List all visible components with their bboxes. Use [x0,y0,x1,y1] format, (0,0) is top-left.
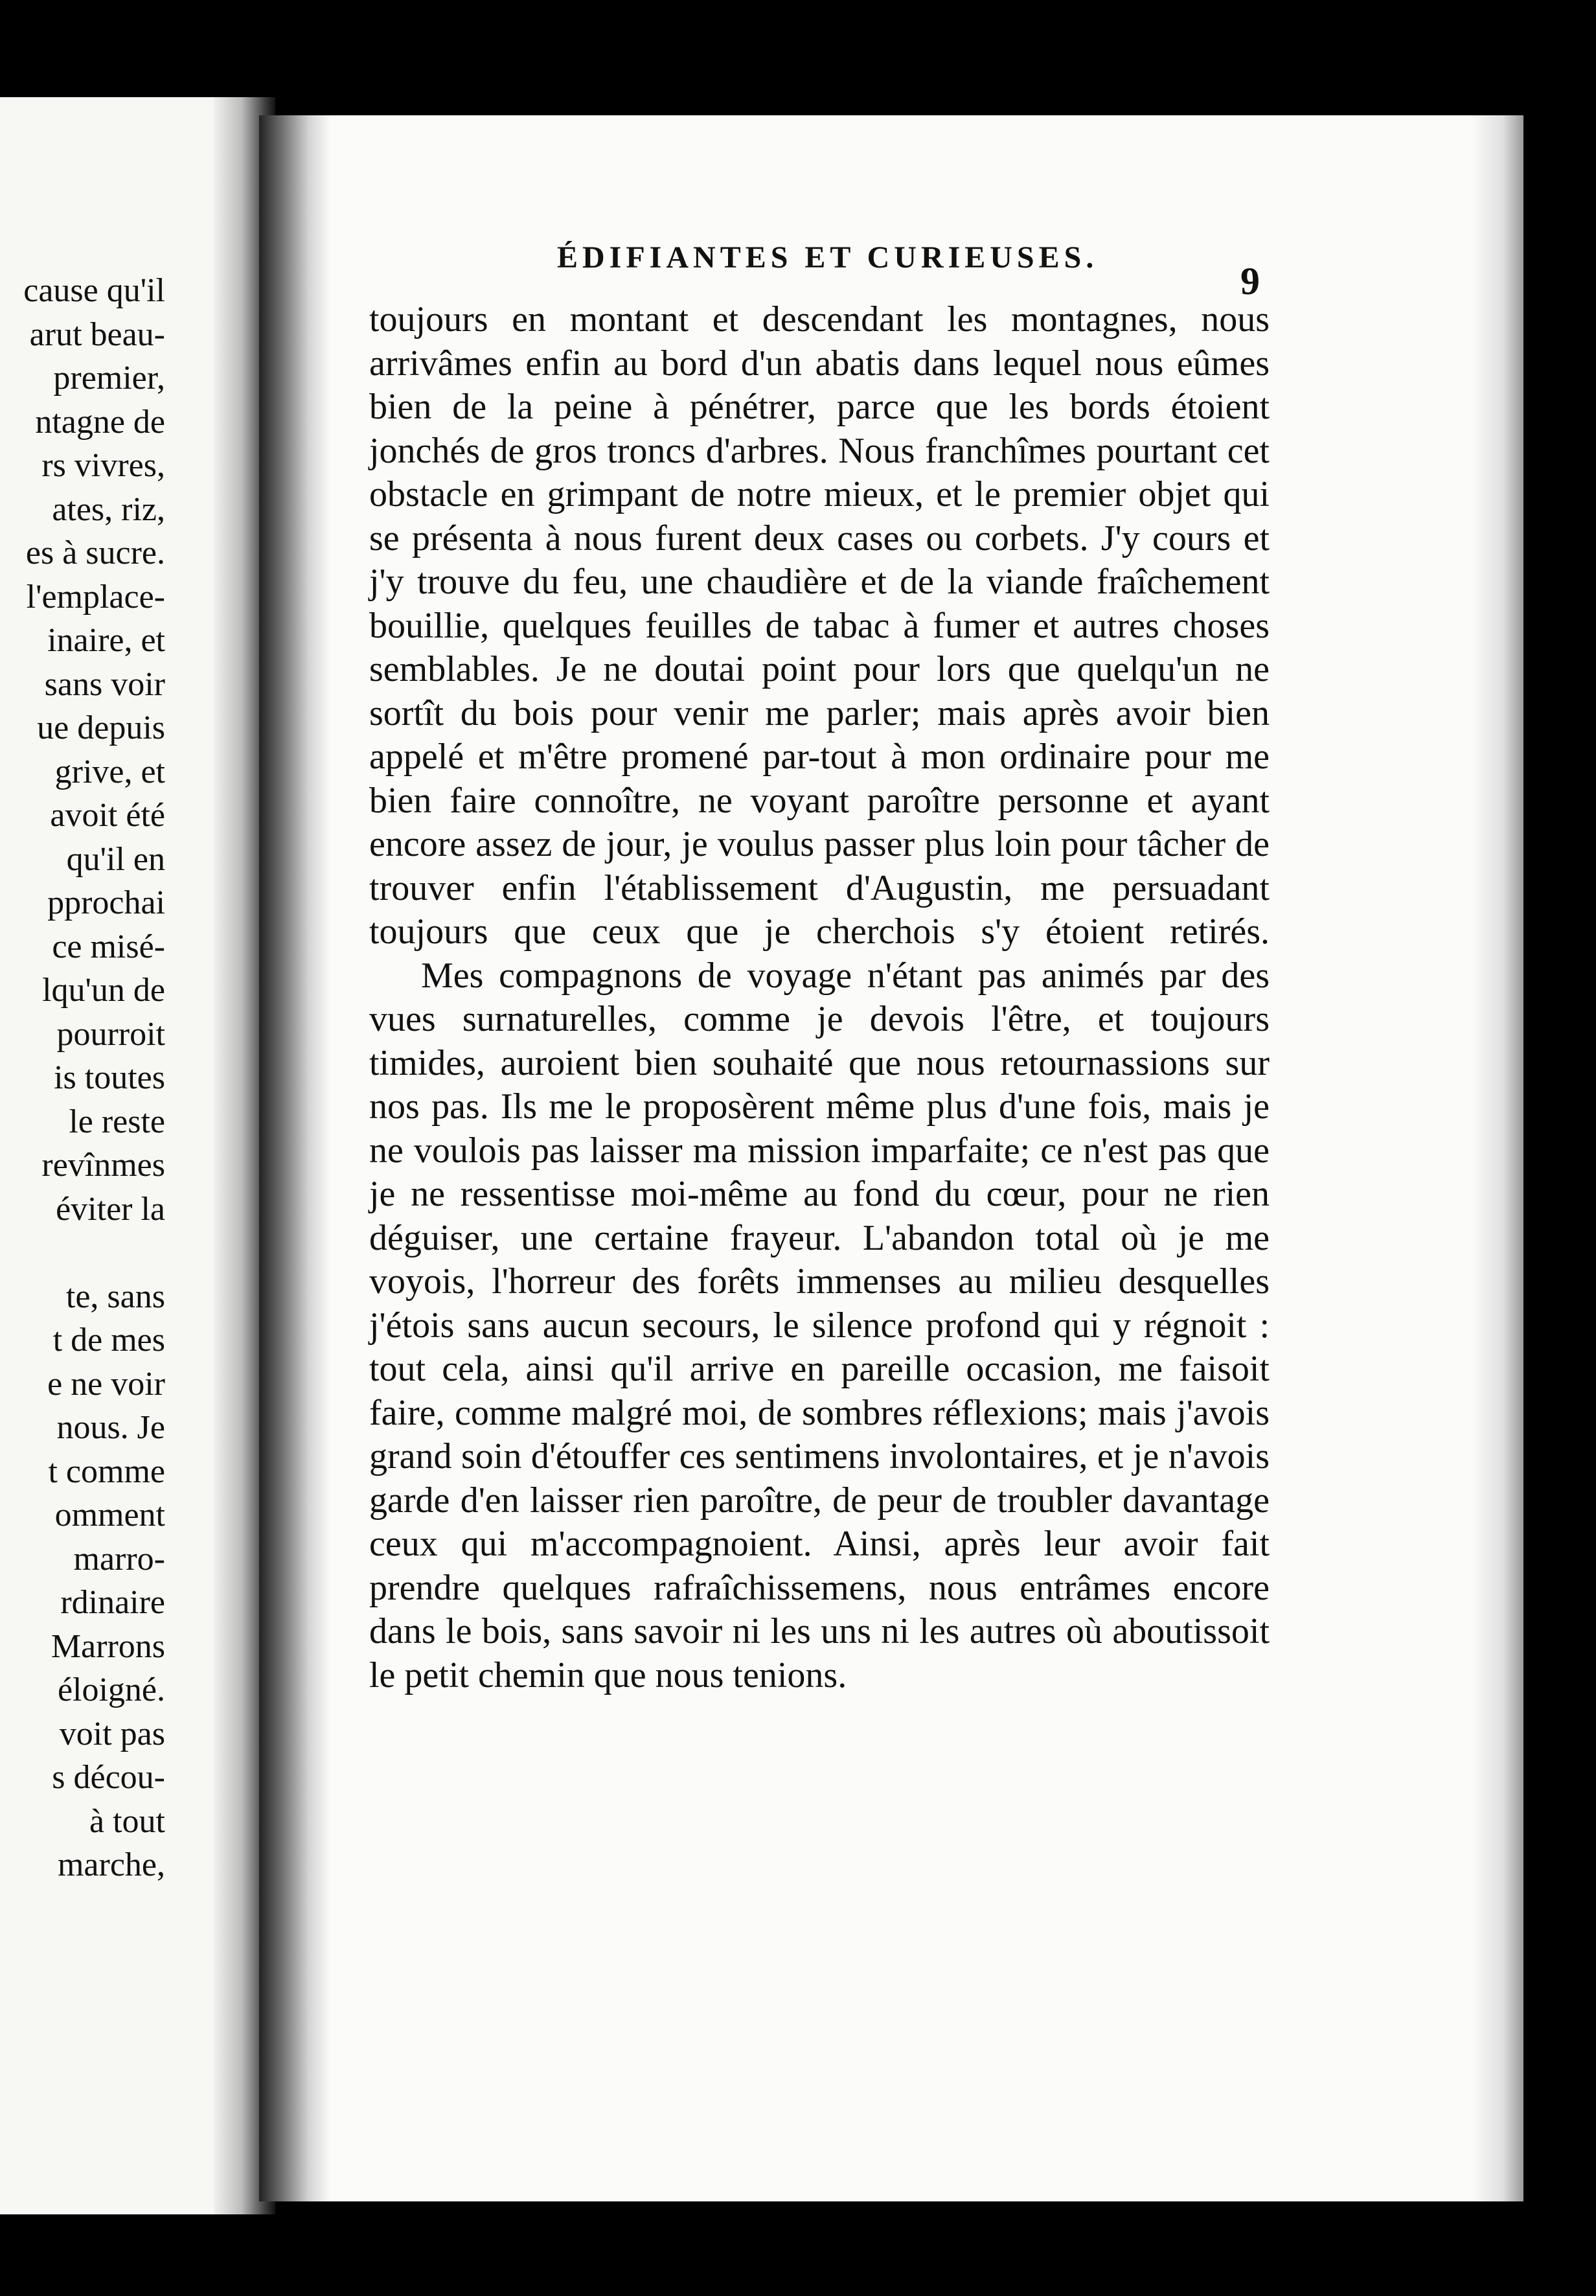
left-page-line: omment [54,1497,165,1533]
left-page-line: grive, et [54,753,165,790]
left-page-line: ce misé- [52,928,165,965]
left-page-line: t de mes [52,1322,165,1359]
page-edge-shadow [1472,115,1523,2201]
left-page-line: ntagne de [35,403,165,441]
left-page-line: s décou- [52,1759,165,1796]
left-page-line: inaire, et [47,622,165,659]
left-page-line: éloigné. [57,1671,165,1708]
left-page-line: à tout [89,1802,165,1840]
left-page-line: rdinaire [60,1584,165,1621]
left-page-line: ates, riz, [52,490,165,528]
left-page-line: avoit été [50,797,165,834]
left-page-line: Marrons [51,1627,165,1665]
left-page-line: voit pas [59,1715,165,1752]
left-page-line: lqu'un de [42,972,165,1009]
left-page-line: is toutes [54,1059,165,1096]
left-page-line: nous. Je [56,1409,165,1446]
left-page-line: sans voir [44,665,165,703]
left-page-line: l'emplace- [26,578,165,615]
left-page-line: cause qu'il [23,272,165,309]
paragraph-2: Mes compagnons de voyage n'étant pas animés par des vues surnaturelles, comme je devois l'être, et toujours timides, auroient bien souhaité que nous retournassions sur nos pas. Ils me le proposèrent même plus d'une fois, mais je ne voulois pas laisser ma mission imparfaite; ce n'est pas que je ne ressentisse moi-même au fond du cœur, pour ne rien déguiser, une certaine frayeur. L'abandon total où je me voyois, l'horreur des forêts immenses au milieu desquelles j'étois sans aucun secours, le silence profond qui y régnoit : tout cela, ainsi qu'il arrive en pareille occasion, me faisoit faire, comme malgré moi, de sombres réflexions; mais j'avois grand soin d'étouffer ces sentimens involontaires, et je n'avois garde d'en laisser rien paroître, de peur de troubler davantage ceux qui m'accompagnoient. Ainsi, après leur avoir fait prendre quelques rafraîchissemens, nous entrâmes encore dans le bois, sans savoir ni les uns ni les autres où aboutissoit le petit chemin que nous tenions. [369,955,1270,1695]
left-page-line: es à sucre. [25,534,165,571]
left-page-line: e ne voir [47,1365,165,1403]
left-page-line: marche, [57,1846,165,1883]
left-page-line: pprochai [47,884,165,921]
left-page-line: le reste [69,1103,165,1140]
page-number: 9 [1240,260,1260,303]
left-page-line: ue depuis [37,709,165,746]
left-page-line: premier, [53,360,165,396]
page-body [369,298,1270,1697]
left-page-line: rs vivres, [41,447,165,484]
left-page-line: revînmes [41,1147,165,1184]
left-page-line: te, sans [65,1278,165,1315]
left-page-line: pourroit [56,1015,165,1053]
left-page-line: marro- [73,1540,165,1578]
left-page-text [0,269,165,1887]
left-page-line [0,1231,165,1275]
left-page-line: arut beau- [29,316,165,353]
page-gutter-shadow [259,115,330,2201]
left-page-line: qu'il en [66,840,165,878]
running-title: ÉDIFIANTES ET CURIEUSES. [557,240,1099,275]
left-page-line: t comme [48,1452,165,1490]
paragraph-1: toujours en montant et descendant les montagnes, nous arrivâmes enfin au bord d'un abatis dans lequel nous eûmes bien de la peine à pénétrer, parce que les bords étoient jonchés de gros troncs d'arbres. Nous franchîmes pourtant cet obstacle en grimpant de notre mieux, et le premier objet qui se présenta à nous furent deux cases ou corbets. J'y cours et j'y trouve du feu, une chaudière et de la viande fraîchement bouillie, quelques feuilles de tabac à fumer et autres choses semblables. Je ne doutai point pour lors que quelqu'un ne sortît du bois pour venir me parler; mais après avoir bien appelé et m'être promené par-tout à mon ordinaire pour me bien faire connoître, ne voyant paroître personne et ayant encore assez de jour, je voulus passer plus loin pour tâcher de trouver enfin l'établissement d'Augustin, me persuadant toujours que ceux que je cherchois s'y étoient retirés. [369,299,1270,952]
left-page-line: éviter la [56,1190,165,1228]
